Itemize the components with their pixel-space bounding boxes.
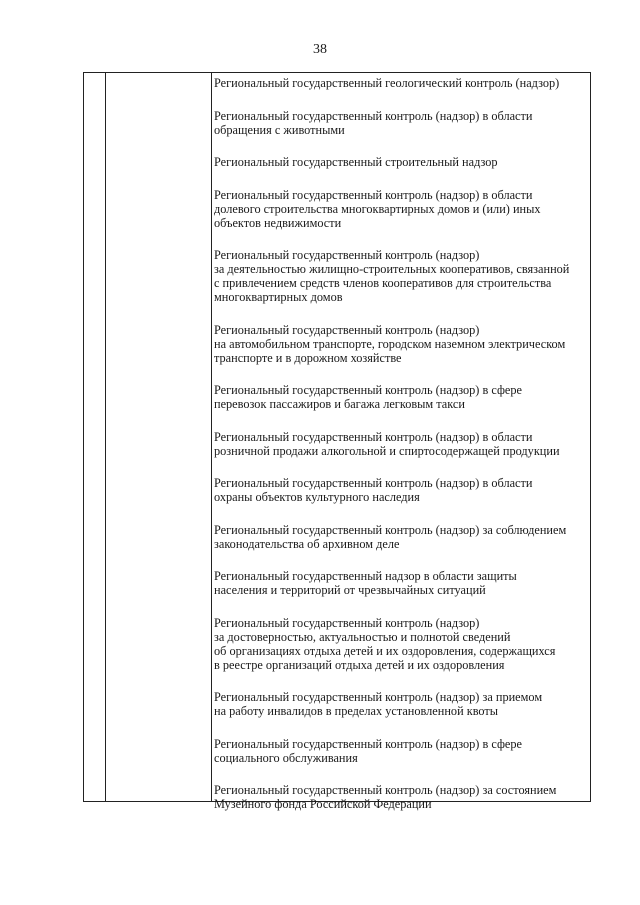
- control-types-table: [83, 72, 591, 811]
- control-type-entry: Региональный государственный контроль (надзор) на автомобильном транспорте, городском наземном электрическом транспорте и в дорожном хозяйстве: [214, 322, 566, 365]
- control-type-entry: Региональный государственный геологический контроль (надзор): [214, 76, 560, 90]
- control-type-entry: Региональный государственный контроль (надзор) в области охраны объектов культурного наследия: [214, 476, 533, 504]
- control-type-entry: Региональный государственный контроль (надзор) в сфере перевозок пассажиров и багажа легковым такси: [214, 383, 522, 411]
- control-type-entry: Региональный государственный контроль (надзор) в области долевого строительства многоквартирных домов и (или) иных объектов недвижимости: [214, 187, 541, 230]
- control-type-entry: Региональный государственный контроль (надзор) за состоянием Музейного фонда Российской Федерации: [214, 783, 557, 811]
- column-divider-1: [105, 73, 106, 801]
- control-type-entry: Региональный государственный контроль (надзор) в сфере социального обслуживания: [214, 736, 522, 765]
- control-type-entry: Региональный государственный надзор в области защиты населения и территорий от чрезвычайных ситуаций: [214, 569, 517, 597]
- control-type-entry: Региональный государственный контроль (надзор) за приемом на работу инвалидов в пределах установленной квоты: [214, 690, 543, 718]
- control-type-entry: Региональный государственный контроль (надзор) за достоверностью, актуальностью и полнотой сведений об организациях отдыха детей и их оздоровления, содержащихся в реестре организаций отдыха детей и их оздоровления: [214, 615, 556, 672]
- control-type-entry: Региональный государственный контроль (надзор) в области обращения с животными: [214, 108, 533, 137]
- control-type-entry: Региональный государственный контроль (надзор) в области розничной продажи алкогольной и спиртосодержащей продукции: [214, 429, 560, 458]
- control-type-entry: Региональный государственный контроль (надзор) за соблюдением законодательства об архивном деле: [214, 522, 567, 551]
- column-divider-2: [211, 73, 212, 801]
- table-border-left: [83, 73, 84, 801]
- control-type-entry: Региональный государственный контроль (надзор) за деятельностью жилищно-строительных кооперативов, связанной с привлечением средств членов кооперативов для строительства многоквартирных домов: [214, 248, 570, 304]
- page-number: 38: [313, 42, 327, 57]
- control-type-entry: Региональный государственный строительный надзор: [214, 155, 498, 169]
- table-border-right: [590, 73, 591, 801]
- control-type-list: [214, 76, 590, 811]
